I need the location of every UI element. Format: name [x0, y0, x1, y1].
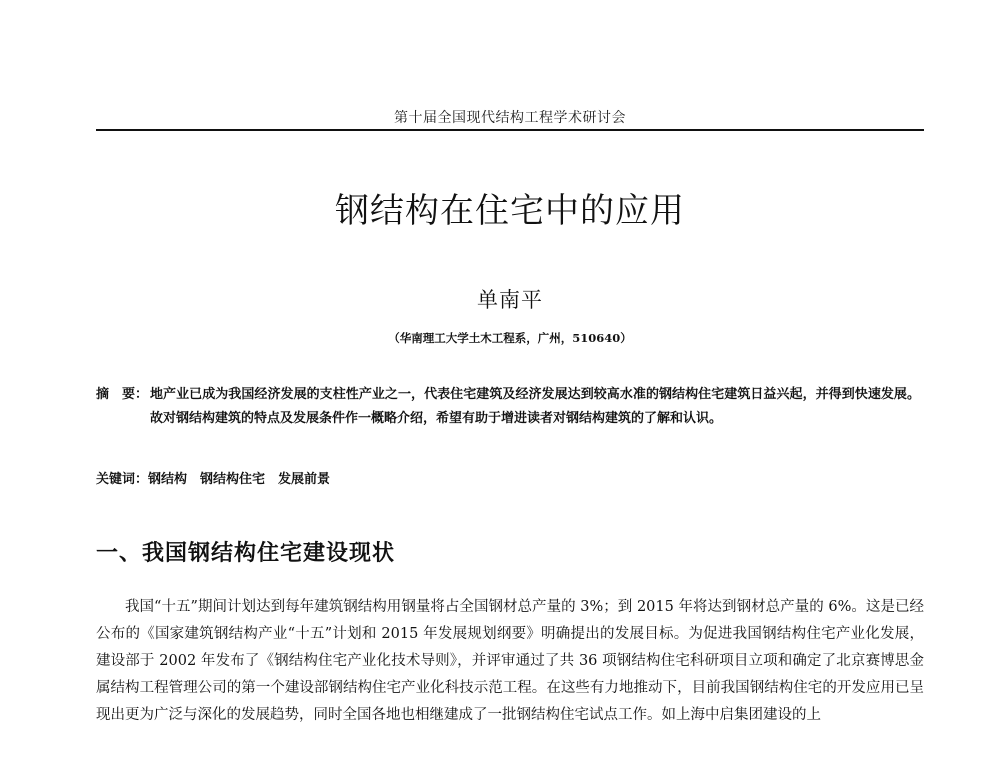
author-affiliation: （华南理工大学土木工程系，广州，510640） [388, 331, 632, 345]
keywords-block [96, 468, 924, 487]
running-header: 第十届全国现代结构工程学术研讨会 [394, 110, 626, 126]
abstract-text: 地产业已成为我国经济发展的支柱性产业之一，代表住宅建筑及经济发展达到较高水准的钢结构住宅建筑日益兴起，并得到快速发展。故对钢结构建筑的特点及发展条件作一概略介绍，希望有助于增进读者对钢结构建筑的了解和认识。 [150, 387, 920, 426]
header-rule [96, 129, 924, 131]
abstract-block [96, 383, 924, 431]
paper-title: 钢结构在住宅中的应用 [335, 191, 685, 231]
author-name: 单南平 [477, 288, 543, 312]
abstract-label: 摘 要： [96, 387, 149, 402]
keywords-label: 关键词： [96, 472, 149, 487]
body-paragraph: 我国“十五”期间计划达到每年建筑钢结构用钢量将占全国钢材总产量的 3%；到 2015 年将达到钢材总产量的 6%。这是已经公布的《国家建筑钢结构产业“十五”计划和 2015 年发展规划纲要》明确提出的发展目标。为促进我国钢结构住宅产业化发展，建设部于 2002 年发布了《钢结构住宅产业化技术导则》，并评审通过了共 36 项钢结构住宅科研项目立项和确定了北京赛博思金属结构工程管理公司的第一个建设部钢结构住宅产业化科技示范工程。在这些有力地推动下，目前我国钢结构住宅的开发应用已呈现出更为广泛与深化的发展趋势，同时全国各地也相继建成了一批钢结构住宅试点工作。如上海中启集团建设的上 [96, 599, 924, 723]
section-heading: 一、我国钢结构住宅建设现状 [96, 541, 396, 566]
keywords-text: 钢结构 钢结构住宅 发展前景 [148, 472, 331, 487]
